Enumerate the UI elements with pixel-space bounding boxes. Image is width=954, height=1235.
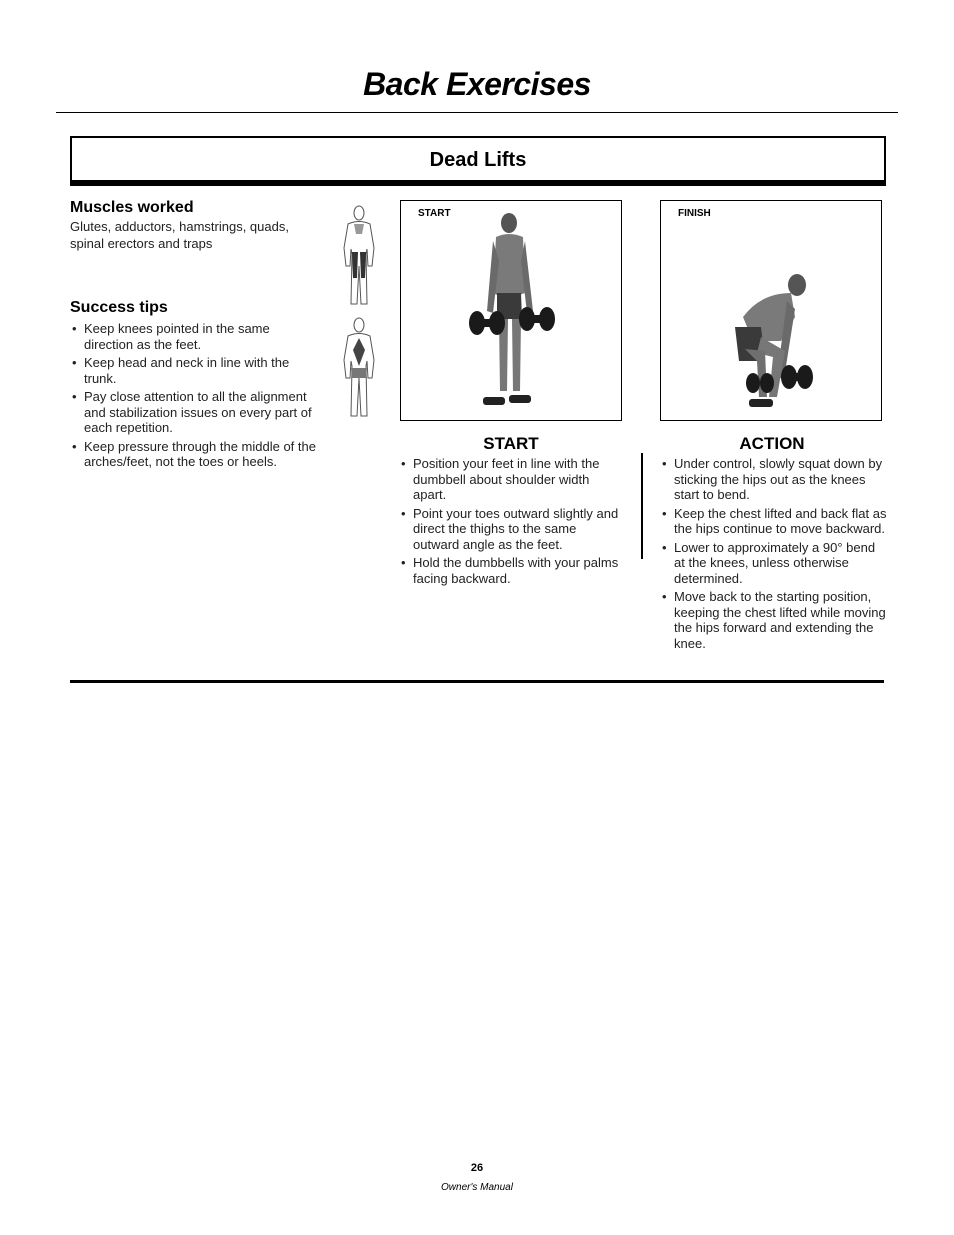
page-number: 26: [470, 1162, 484, 1174]
list-item: • Position your feet in line with the dumbbell about shoulder width apart.: [399, 456, 625, 503]
list-item: • Point your toes outward slightly and direct the thighs to the same outward angle as the feet.: [399, 506, 625, 553]
action-heading: ACTION: [739, 434, 805, 453]
finish-photo: [660, 200, 882, 421]
list-item: • Move back to the starting position, keeping the chest lifted while moving the hips forward and extending the knee.: [660, 589, 888, 651]
finish-photo-label: FINISH: [678, 208, 711, 219]
page-title: Back Exercises: [363, 66, 591, 102]
exercise-name: Dead Lifts: [429, 149, 527, 171]
anatomy-back-figure: [334, 316, 384, 420]
finish-pose-figure: [661, 201, 883, 422]
list-item: • Keep the chest lifted and back flat as the hips continue to move backward.: [660, 506, 888, 537]
section-bottom-rule: [70, 680, 884, 683]
list-item: • Under control, slowly squat down by sticking the hips out as the knees start to bend.: [660, 456, 888, 503]
anatomy-front-figure: [334, 204, 384, 308]
list-item: • Hold the dumbbells with your palms facing backward.: [399, 555, 625, 586]
list-item: • Lower to approximately a 90° bend at the knees, unless otherwise determined.: [660, 540, 888, 587]
list-item: • Keep knees pointed in the same direction as the feet.: [70, 321, 322, 352]
tips-heading: Success tips: [70, 299, 168, 316]
column-divider: [641, 453, 643, 559]
start-heading: START: [483, 434, 539, 453]
footer-text: Owner's Manual: [441, 1182, 513, 1193]
exercise-banner: [70, 136, 886, 186]
action-list: [660, 456, 888, 654]
start-pose-figure: [401, 201, 623, 422]
muscles-text-line1: Glutes, adductors, hamstrings, quads,: [70, 219, 289, 234]
muscles-heading: Muscles worked: [70, 199, 194, 216]
start-photo: [400, 200, 622, 421]
list-item: • Keep pressure through the middle of the arches/feet, not the toes or heels.: [70, 439, 322, 470]
start-list: [399, 456, 625, 589]
tips-list: [70, 321, 322, 473]
muscles-text-line2: spinal erectors and traps: [70, 236, 213, 251]
start-photo-label: START: [418, 208, 451, 219]
title-divider: [56, 112, 898, 113]
list-item: • Keep head and neck in line with the trunk.: [70, 355, 322, 386]
list-item: • Pay close attention to all the alignment and stabilization issues on every part of each repetition.: [70, 389, 322, 436]
